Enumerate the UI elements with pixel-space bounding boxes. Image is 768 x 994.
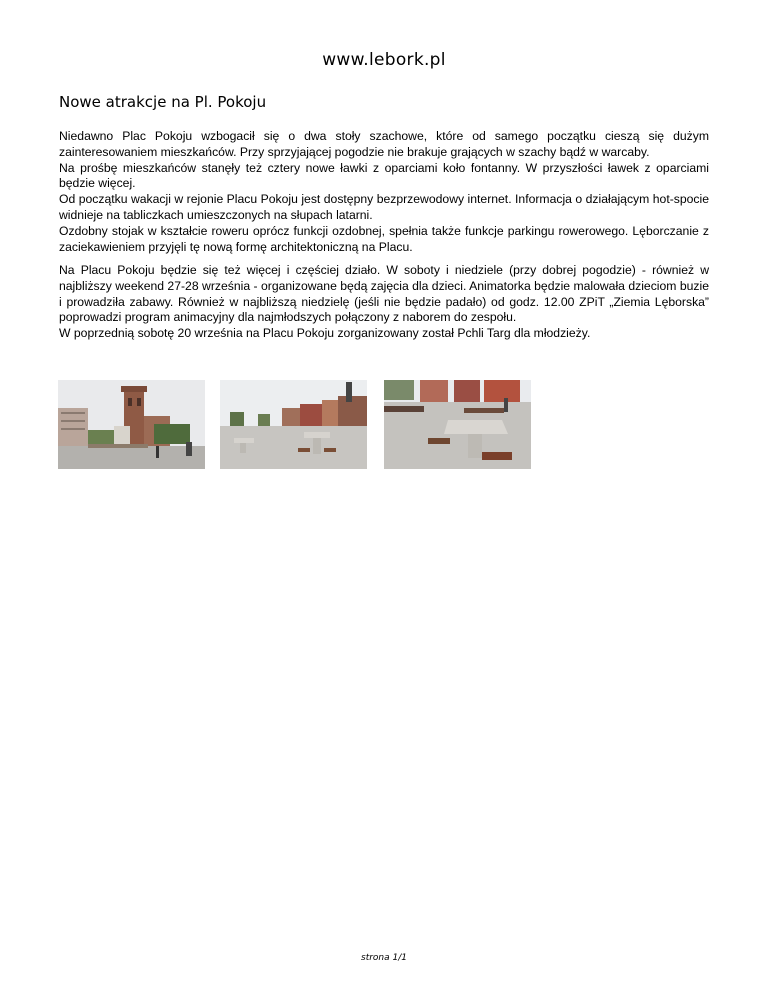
paragraph-line: Na prośbę mieszkańców stanęły też cztery nowe ławki z oparciami koło fontanny. W przyszłości ławek z oparciami będzie więcej.: [59, 160, 709, 191]
paragraph-line: Ozdobny stojak w kształcie roweru oprócz funkcji ozdobnej, spełnia także funkcje parkingu rowerowego. Lęborczanie z zaciekawieniem przyjęli tę nową formę architektoniczną na Placu.: [59, 223, 709, 254]
article-paragraph-2: [59, 263, 709, 342]
article-paragraph-1: [59, 129, 709, 255]
paragraph-line: Na Placu Pokoju będzie się też więcej i częściej działo. W soboty i niedziele (przy dobrej pogodzie) - również w najbliższy weekend 27-28 września - organizowane będą zajęcia dla dzieci. Animatorka będzie malowała dzieciom buzie i prowadziła zabawy. Również w najbliższą niedzielę (jeśli nie będzie padało) od godz. 12.00 ZPiT „Ziemia Lęborska” poprowadzi program animacyjny dla najmłodszych połączony z naborem do zespołu.: [59, 263, 709, 325]
page-number: strona 1/1: [361, 953, 407, 963]
site-url: www.lebork.pl: [322, 50, 446, 70]
paragraph-line: Od początku wakacji w rejonie Placu Pokoju jest dostępny bezprzewodowy internet. Informacja o działającym hot-spocie widnieje na tabliczkach umieszczonych na słupach latarni.: [59, 192, 709, 222]
photo-square-church[interactable]: [58, 380, 205, 469]
paragraph-line: W poprzednią sobotę 20 września na Placu Pokoju zorganizowany został Pchli Targ dla młodzieży.: [59, 326, 591, 341]
photo-square-chess-tables[interactable]: [220, 380, 367, 469]
photo-chess-table-closeup[interactable]: [384, 380, 531, 469]
paragraph-line: Niedawno Plac Pokoju wzbogacił się o dwa stoły szachowe, które od samego początku cieszą się dużym zainteresowaniem mieszkańców. Przy sprzyjającej pogodzie nie brakuje grających w szachy bądź w warcaby.: [59, 129, 709, 159]
article-title: Nowe atrakcje na Pl. Pokoju: [59, 93, 267, 111]
